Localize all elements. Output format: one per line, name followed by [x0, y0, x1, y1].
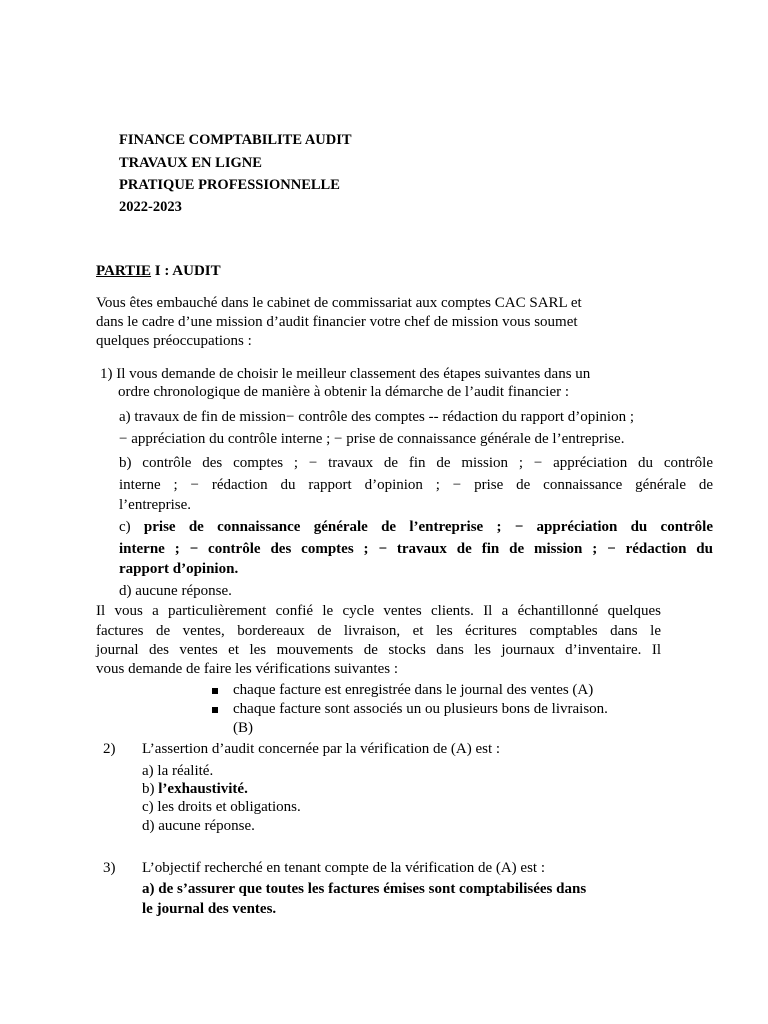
q2-option-d: d) aucune réponse.	[142, 818, 255, 834]
section-title-underlined: PARTIE	[96, 263, 152, 279]
q2-option-b-text: l’exhaustivité.	[158, 781, 248, 797]
q1-option-c-text-1: prise de connaissance générale de l’entreprise ; − appréciation du contrôle	[143, 519, 714, 535]
intro-line-1: Vous êtes embauché dans le cabinet de commissariat aux comptes CAC SARL et	[96, 295, 582, 311]
bullet-icon	[212, 688, 218, 694]
q3-text: L’objectif recherché en tenant compte de la vérification de (A) est :	[142, 860, 546, 876]
q1-option-c-line-2: interne ; − contrôle des comptes ; − travaux de fin de mission ; − rédaction du	[119, 541, 713, 557]
q1-option-c-line-1	[119, 519, 713, 536]
header-line-2: TRAVAUX EN LIGNE	[119, 155, 262, 171]
q1-option-b-line-1: b) contrôle des comptes ; − travaux de fin de mission ; − appréciation du contrôle	[119, 455, 713, 471]
q2-option-b-label: b)	[142, 781, 159, 797]
section-title	[96, 263, 221, 280]
cycle-line-1: Il vous a particulièrement confié le cycle ventes clients. Il a échantillonné quelques	[96, 603, 661, 619]
q1-option-b-line-3: l’entreprise.	[119, 497, 192, 513]
bullet-1-text: chaque facture est enregistrée dans le journal des ventes (A)	[233, 682, 594, 698]
q1-option-a-line-2: − appréciation du contrôle interne ; − prise de connaissance générale de l’entreprise.	[119, 431, 625, 447]
intro-line-2: dans le cadre d’une mission d’audit financier votre chef de mission vous soumet	[96, 314, 578, 330]
bullet-icon	[212, 707, 218, 713]
q1-line-1: 1) Il vous demande de choisir le meilleur classement des étapes suivantes dans un	[100, 366, 591, 382]
q2-option-b	[142, 781, 248, 798]
cycle-line-4: vous demande de faire les vérifications suivantes :	[96, 661, 398, 677]
q1-option-d: d) aucune réponse.	[119, 583, 232, 599]
q1-option-c-prefix: c)	[119, 519, 144, 535]
q2-text: L’assertion d’audit concernée par la vérification de (A) est :	[142, 741, 501, 757]
q1-option-b-line-2: interne ; − rédaction du rapport d’opinion ; − prise de connaissance générale de	[119, 477, 713, 493]
q1-option-c-line-3: rapport d’opinion.	[119, 561, 239, 577]
q3-option-a-line-2: le journal des ventes.	[142, 901, 277, 917]
q1-line-2: ordre chronologique de manière à obtenir la démarche de l’audit financier :	[118, 384, 570, 400]
cycle-line-2: factures de ventes, bordereaux de livraison, et les écritures comptables dans le	[96, 623, 661, 639]
header-line-3: PRATIQUE PROFESSIONNELLE	[119, 177, 340, 193]
q3-option-a-line-1: a) de s’assurer que toutes les factures émises sont comptabilisées dans	[142, 881, 587, 897]
bullet-2-text-line-2: (B)	[233, 720, 253, 736]
q2-option-a: a) la réalité.	[142, 763, 214, 779]
q2-number: 2)	[103, 741, 116, 757]
q1-option-a-line-1: a) travaux de fin de mission− contrôle des comptes -- rédaction du rapport d’opinion ;	[119, 409, 634, 425]
cycle-line-3: journal des ventes et les mouvements de stocks dans les journaux d’inventaire. Il	[96, 642, 661, 658]
intro-line-3: quelques préoccupations :	[96, 333, 252, 349]
bullet-2-text-line-1: chaque facture sont associés un ou plusieurs bons de livraison.	[233, 701, 608, 717]
q3-number: 3)	[103, 860, 116, 876]
q2-option-c: c) les droits et obligations.	[142, 799, 301, 815]
section-title-rest: I : AUDIT	[151, 263, 221, 279]
header-line-4: 2022-2023	[119, 199, 182, 215]
header-line-1: FINANCE COMPTABILITE AUDIT	[119, 132, 352, 148]
